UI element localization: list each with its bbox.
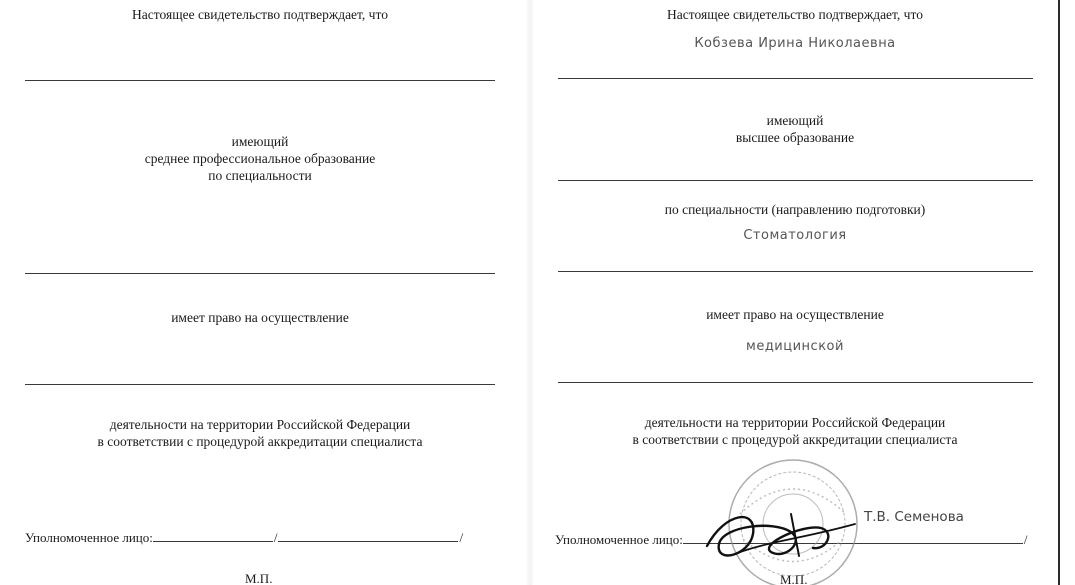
right-specialty-line — [558, 271, 1033, 272]
left-activity-line2: в соответствии с процедурой аккредитации специалиста — [97, 434, 423, 449]
right-intro: Настоящее свидетельство подтверждает, что — [667, 7, 923, 22]
right-mp: М.П. — [780, 572, 808, 585]
left-intro: Настоящее свидетельство подтверждает, что — [132, 7, 388, 22]
left-having: имеющий — [231, 134, 289, 149]
specialty-value: Стоматология — [743, 228, 847, 243]
signer-name: Т.В. Семенова — [864, 509, 964, 525]
left-name-slot — [278, 530, 458, 542]
left-mp: М.П. — [245, 571, 273, 585]
right-activity-line2: в соответствии с процедурой аккредитации специалиста — [632, 432, 958, 447]
left-activity-line — [25, 384, 495, 385]
left-authorized-row: Уполномоченное лицо: / / — [25, 530, 464, 545]
activity-type: медицинской — [746, 339, 844, 354]
page-spine — [526, 0, 534, 585]
left-name-line — [25, 80, 495, 81]
left-signature-slot — [153, 530, 273, 542]
left-right-to: имеет право на осуществление — [171, 310, 349, 325]
right-authorized-label: Уполномоченное лицо: — [555, 532, 683, 547]
right-activity-line — [558, 382, 1033, 383]
left-specialty-label: по специальности — [208, 168, 312, 183]
left-page — [0, 0, 520, 585]
right-education: высшее образование — [735, 130, 855, 145]
right-specialty-label: по специальности (направлению подготовки) — [664, 202, 926, 217]
signature-scribble — [695, 494, 865, 574]
left-authorized-label: Уполномоченное лицо: — [25, 530, 153, 545]
right-having: имеющий — [766, 113, 824, 128]
left-activity-line1: деятельности на территории Российской Федерации — [109, 417, 411, 432]
right-activity-line1: деятельности на территории Российской Федерации — [644, 415, 946, 430]
left-specialty-line — [25, 273, 495, 274]
right-education-line — [558, 180, 1033, 181]
right-authorized-row: Уполномоченное лицо: / — [555, 532, 1028, 547]
holder-name: Кобзева Ирина Николаевна — [694, 36, 896, 51]
right-right-to: имеет право на осуществление — [706, 307, 884, 322]
right-name-line — [558, 78, 1033, 79]
left-education: среднее профессиональное образование — [144, 151, 376, 166]
